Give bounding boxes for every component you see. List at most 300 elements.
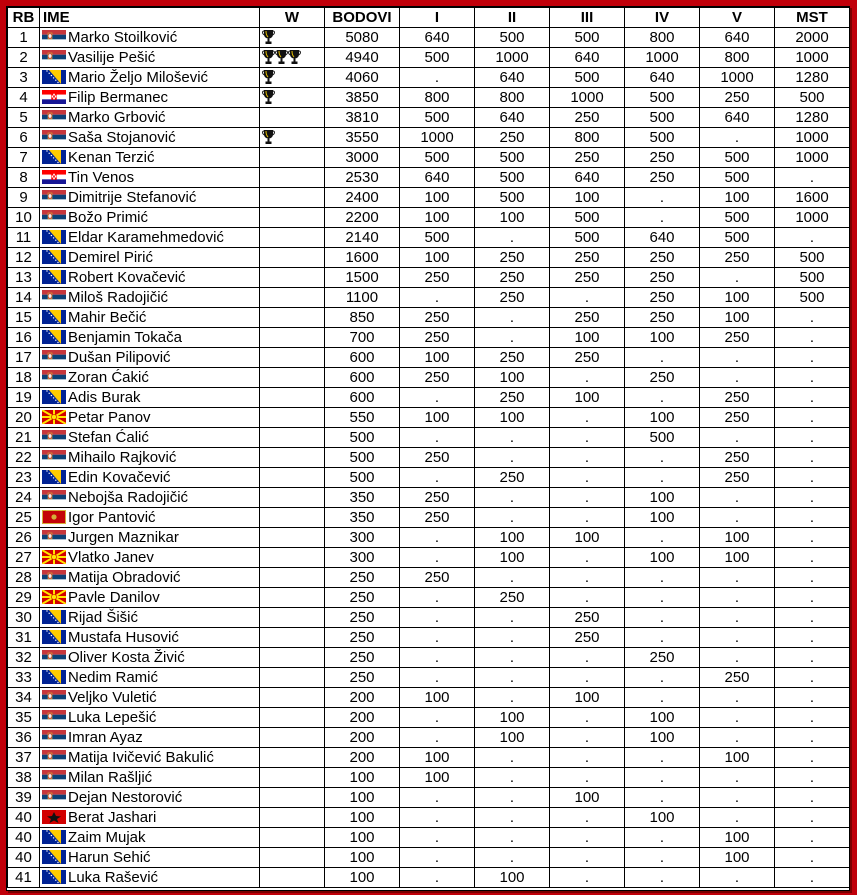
score-cell-i: 640 xyxy=(400,168,475,188)
score-cell-iii: . xyxy=(550,488,625,508)
rank-cell: 41 xyxy=(8,868,40,888)
score-cell-i: . xyxy=(400,648,475,668)
wins-cell xyxy=(260,88,325,108)
wins-cell xyxy=(260,208,325,228)
bosnia-flag-icon xyxy=(42,310,66,324)
table-row xyxy=(8,668,850,688)
score-cell-i: 100 xyxy=(400,248,475,268)
score-cell-v: . xyxy=(700,488,775,508)
wins-cell xyxy=(260,368,325,388)
wins-cell xyxy=(260,608,325,628)
player-name: Božo Primić xyxy=(68,209,149,226)
croatia-flag-icon xyxy=(42,170,66,184)
score-cell-iv: . xyxy=(625,848,700,868)
score-cell-v: . xyxy=(700,788,775,808)
bosnia-flag-icon xyxy=(42,470,66,484)
serbia-flag-icon xyxy=(42,430,66,444)
serbia-flag-icon xyxy=(42,450,66,464)
score-cell-v: . xyxy=(700,768,775,788)
score-cell-mst: . xyxy=(775,168,850,188)
trophy-icon xyxy=(275,49,288,65)
score-cell-iii: . xyxy=(550,828,625,848)
player-name: Veljko Vuletić xyxy=(68,689,157,706)
score-cell-iv: 250 xyxy=(625,168,700,188)
score-cell-ii: 500 xyxy=(475,28,550,48)
serbia-flag-icon xyxy=(42,210,66,224)
croatia-flag-icon xyxy=(42,90,66,104)
table-row xyxy=(8,428,850,448)
player-name-cell xyxy=(40,668,260,688)
player-name-cell xyxy=(40,288,260,308)
table-row xyxy=(8,368,850,388)
score-cell-mst: . xyxy=(775,648,850,668)
score-cell-v: 250 xyxy=(700,668,775,688)
score-cell-mst: . xyxy=(775,488,850,508)
score-cell-v: 100 xyxy=(700,848,775,868)
wins-cell xyxy=(260,768,325,788)
bosnia-flag-icon xyxy=(42,870,66,884)
player-name-cell xyxy=(40,628,260,648)
player-name: Oliver Kosta Živić xyxy=(68,649,185,666)
player-name: Nebojša Radojičić xyxy=(68,489,189,506)
score-cell-ii: . xyxy=(475,228,550,248)
score-cell-v: . xyxy=(700,508,775,528)
player-name: Luka Lepešić xyxy=(68,709,157,726)
header-iii: III xyxy=(550,8,625,28)
bosnia-flag-icon xyxy=(42,670,66,684)
score-cell-mst: . xyxy=(775,568,850,588)
score-cell-iii: . xyxy=(550,808,625,828)
score-cell-mst: . xyxy=(775,428,850,448)
score-cell-iv: . xyxy=(625,388,700,408)
wins-cell xyxy=(260,728,325,748)
player-name-cell xyxy=(40,788,260,808)
score-cell-iv: 100 xyxy=(625,508,700,528)
score-cell-v: . xyxy=(700,348,775,368)
player-name-cell xyxy=(40,168,260,188)
score-cell-i: . xyxy=(400,528,475,548)
player-name: Edin Kovačević xyxy=(68,469,171,486)
score-cell-bodovi: 200 xyxy=(325,708,400,728)
score-cell-v: . xyxy=(700,708,775,728)
wins-cell xyxy=(260,288,325,308)
rank-cell: 5 xyxy=(8,108,40,128)
player-name-cell xyxy=(40,408,260,428)
score-cell-i: . xyxy=(400,628,475,648)
score-cell-mst: . xyxy=(775,468,850,488)
score-cell-i: 100 xyxy=(400,408,475,428)
score-cell-iv: 100 xyxy=(625,488,700,508)
header-bodovi: BODOVI xyxy=(325,8,400,28)
score-cell-iii: . xyxy=(550,768,625,788)
header-mst: MST xyxy=(775,8,850,28)
score-cell-v: 250 xyxy=(700,328,775,348)
score-cell-iii: 250 xyxy=(550,108,625,128)
serbia-flag-icon xyxy=(42,50,66,64)
score-cell-bodovi: 2530 xyxy=(325,168,400,188)
score-cell-i: . xyxy=(400,808,475,828)
score-cell-iii: 250 xyxy=(550,248,625,268)
player-name: Matija Obradović xyxy=(68,569,181,586)
header-iv: IV xyxy=(625,8,700,28)
score-cell-v: 500 xyxy=(700,168,775,188)
score-cell-i: 250 xyxy=(400,268,475,288)
score-cell-i: 500 xyxy=(400,228,475,248)
score-cell-mst: . xyxy=(775,868,850,888)
table-row xyxy=(8,388,850,408)
player-name: Mario Željo Milošević xyxy=(68,69,209,86)
header-i: I xyxy=(400,8,475,28)
score-cell-iv: 250 xyxy=(625,268,700,288)
score-cell-i: . xyxy=(400,608,475,628)
score-cell-bodovi: 100 xyxy=(325,768,400,788)
wins-cell xyxy=(260,468,325,488)
score-cell-v: 250 xyxy=(700,248,775,268)
score-cell-iii: 640 xyxy=(550,168,625,188)
score-cell-i: . xyxy=(400,848,475,868)
score-cell-bodovi: 300 xyxy=(325,528,400,548)
table-header-row xyxy=(8,8,850,28)
score-cell-iii: 800 xyxy=(550,128,625,148)
macedonia-flag-icon xyxy=(42,590,66,604)
trophy-icon xyxy=(262,89,275,105)
table-row xyxy=(8,628,850,648)
score-cell-ii: 640 xyxy=(475,68,550,88)
wins-cell xyxy=(260,68,325,88)
table-row xyxy=(8,288,850,308)
score-cell-bodovi: 100 xyxy=(325,788,400,808)
score-cell-ii: 250 xyxy=(475,348,550,368)
score-cell-iv: . xyxy=(625,188,700,208)
rank-cell: 24 xyxy=(8,488,40,508)
rank-cell: 16 xyxy=(8,328,40,348)
score-cell-bodovi: 3850 xyxy=(325,88,400,108)
score-cell-iv: . xyxy=(625,468,700,488)
table-row xyxy=(8,768,850,788)
score-cell-bodovi: 250 xyxy=(325,628,400,648)
player-name: Igor Pantović xyxy=(68,509,156,526)
score-cell-ii: . xyxy=(475,828,550,848)
player-name: Marko Grbović xyxy=(68,109,166,126)
score-cell-bodovi: 300 xyxy=(325,548,400,568)
bosnia-flag-icon xyxy=(42,610,66,624)
score-cell-iii: . xyxy=(550,288,625,308)
score-cell-iv: 250 xyxy=(625,148,700,168)
bosnia-flag-icon xyxy=(42,70,66,84)
player-name-cell xyxy=(40,828,260,848)
wins-cell xyxy=(260,28,325,48)
score-cell-mst: 500 xyxy=(775,268,850,288)
score-cell-iii: 100 xyxy=(550,788,625,808)
player-name: Milan Rašljić xyxy=(68,769,153,786)
score-cell-iv: . xyxy=(625,208,700,228)
rank-cell: 35 xyxy=(8,708,40,728)
table-row xyxy=(8,648,850,668)
player-name: Dimitrije Stefanović xyxy=(68,189,197,206)
score-cell-ii: . xyxy=(475,688,550,708)
score-cell-v: 100 xyxy=(700,308,775,328)
wins-cell xyxy=(260,388,325,408)
score-cell-mst: . xyxy=(775,368,850,388)
score-cell-mst: . xyxy=(775,388,850,408)
player-name: Robert Kovačević xyxy=(68,269,186,286)
score-cell-mst: . xyxy=(775,528,850,548)
score-cell-bodovi: 2140 xyxy=(325,228,400,248)
score-cell-mst: . xyxy=(775,828,850,848)
score-cell-ii: 100 xyxy=(475,708,550,728)
score-cell-bodovi: 200 xyxy=(325,748,400,768)
score-cell-iii: . xyxy=(550,728,625,748)
rank-cell: 32 xyxy=(8,648,40,668)
score-cell-ii: . xyxy=(475,628,550,648)
score-cell-v: . xyxy=(700,368,775,388)
serbia-flag-icon xyxy=(42,190,66,204)
score-cell-ii: 500 xyxy=(475,188,550,208)
score-cell-ii: 640 xyxy=(475,108,550,128)
table-row xyxy=(8,148,850,168)
serbia-flag-icon xyxy=(42,130,66,144)
rank-cell: 40 xyxy=(8,828,40,848)
score-cell-ii: 250 xyxy=(475,128,550,148)
score-cell-iii: 250 xyxy=(550,268,625,288)
score-cell-iv: . xyxy=(625,568,700,588)
score-cell-mst: . xyxy=(775,348,850,368)
player-name: Imran Ayaz xyxy=(68,729,143,746)
score-cell-iv: . xyxy=(625,448,700,468)
kosovo-flag-icon xyxy=(42,810,66,824)
rank-cell: 39 xyxy=(8,788,40,808)
score-cell-iv: 100 xyxy=(625,728,700,748)
score-cell-iii: . xyxy=(550,468,625,488)
score-cell-v: . xyxy=(700,648,775,668)
serbia-flag-icon xyxy=(42,370,66,384)
rank-cell: 17 xyxy=(8,348,40,368)
score-cell-ii: . xyxy=(475,568,550,588)
bosnia-flag-icon xyxy=(42,270,66,284)
player-name: Rijad Šišić xyxy=(68,609,139,626)
score-cell-v: 100 xyxy=(700,748,775,768)
wins-cell xyxy=(260,308,325,328)
rank-cell: 25 xyxy=(8,508,40,528)
score-cell-v: 250 xyxy=(700,468,775,488)
score-cell-i: . xyxy=(400,428,475,448)
score-cell-iii: 250 xyxy=(550,608,625,628)
player-name: Benjamin Tokača xyxy=(68,329,182,346)
score-cell-ii: 100 xyxy=(475,208,550,228)
bosnia-flag-icon xyxy=(42,230,66,244)
score-cell-iii: 250 xyxy=(550,308,625,328)
header-rb: RB xyxy=(8,8,40,28)
player-name-cell xyxy=(40,68,260,88)
rank-cell: 9 xyxy=(8,188,40,208)
score-cell-iii: . xyxy=(550,408,625,428)
table-row xyxy=(8,608,850,628)
score-cell-iv: . xyxy=(625,788,700,808)
score-cell-bodovi: 1100 xyxy=(325,288,400,308)
score-cell-mst: . xyxy=(775,228,850,248)
wins-cell xyxy=(260,808,325,828)
score-cell-iii: . xyxy=(550,748,625,768)
table-row xyxy=(8,228,850,248)
macedonia-flag-icon xyxy=(42,550,66,564)
rank-cell: 20 xyxy=(8,408,40,428)
player-name-cell xyxy=(40,648,260,668)
wins-cell xyxy=(260,708,325,728)
score-cell-iv: 500 xyxy=(625,428,700,448)
wins-cell xyxy=(260,168,325,188)
serbia-flag-icon xyxy=(42,710,66,724)
rank-cell: 12 xyxy=(8,248,40,268)
table-row xyxy=(8,188,850,208)
score-cell-bodovi: 2400 xyxy=(325,188,400,208)
score-cell-bodovi: 600 xyxy=(325,348,400,368)
player-name: Tin Venos xyxy=(68,169,135,186)
score-cell-iv: 500 xyxy=(625,88,700,108)
player-name-cell xyxy=(40,48,260,68)
table-row xyxy=(8,128,850,148)
score-cell-bodovi: 250 xyxy=(325,588,400,608)
rank-cell: 3 xyxy=(8,68,40,88)
wins-cell xyxy=(260,268,325,288)
score-cell-bodovi: 4060 xyxy=(325,68,400,88)
score-cell-bodovi: 500 xyxy=(325,468,400,488)
player-name-cell xyxy=(40,448,260,468)
score-cell-i: 250 xyxy=(400,448,475,468)
table-row xyxy=(8,308,850,328)
rank-cell: 26 xyxy=(8,528,40,548)
score-cell-iv: . xyxy=(625,828,700,848)
player-name-cell xyxy=(40,388,260,408)
score-cell-ii: 100 xyxy=(475,728,550,748)
score-cell-mst: . xyxy=(775,708,850,728)
score-cell-i: . xyxy=(400,788,475,808)
rank-cell: 13 xyxy=(8,268,40,288)
player-name: Vasilije Pešić xyxy=(68,49,156,66)
header-w: W xyxy=(260,8,325,28)
bosnia-flag-icon xyxy=(42,250,66,264)
trophy-icon xyxy=(288,49,301,65)
trophy-icon xyxy=(262,49,275,65)
table-row xyxy=(8,168,850,188)
montenegro-flag-icon xyxy=(42,510,66,524)
rank-cell: 21 xyxy=(8,428,40,448)
score-cell-ii: . xyxy=(475,808,550,828)
score-cell-v: 250 xyxy=(700,388,775,408)
table-row xyxy=(8,508,850,528)
score-cell-bodovi: 850 xyxy=(325,308,400,328)
player-name: Mahir Bečić xyxy=(68,309,147,326)
player-name: Luka Rašević xyxy=(68,869,159,886)
score-cell-v: 500 xyxy=(700,208,775,228)
score-cell-ii: 800 xyxy=(475,88,550,108)
player-name-cell xyxy=(40,568,260,588)
score-cell-i: . xyxy=(400,728,475,748)
player-name-cell xyxy=(40,808,260,828)
score-cell-mst: 1280 xyxy=(775,108,850,128)
score-cell-v: . xyxy=(700,688,775,708)
score-cell-i: 640 xyxy=(400,28,475,48)
score-cell-mst: . xyxy=(775,328,850,348)
score-cell-i: . xyxy=(400,68,475,88)
score-cell-mst: . xyxy=(775,788,850,808)
table-row xyxy=(8,728,850,748)
score-cell-iv: . xyxy=(625,768,700,788)
score-cell-iv: 250 xyxy=(625,648,700,668)
score-cell-i: . xyxy=(400,708,475,728)
wins-cell xyxy=(260,48,325,68)
player-name-cell xyxy=(40,88,260,108)
score-cell-i: 100 xyxy=(400,348,475,368)
score-cell-iii: 100 xyxy=(550,528,625,548)
score-cell-i: . xyxy=(400,548,475,568)
wins-cell xyxy=(260,848,325,868)
score-cell-bodovi: 250 xyxy=(325,608,400,628)
player-name-cell xyxy=(40,488,260,508)
score-cell-iii: . xyxy=(550,448,625,468)
player-name: Matija Ivičević Bakulić xyxy=(68,749,214,766)
rank-cell: 6 xyxy=(8,128,40,148)
score-cell-bodovi: 2200 xyxy=(325,208,400,228)
rank-cell: 1 xyxy=(8,28,40,48)
score-cell-iv: 250 xyxy=(625,308,700,328)
player-name: Eldar Karamehmedović xyxy=(68,229,224,246)
score-cell-mst: . xyxy=(775,308,850,328)
score-cell-iii: . xyxy=(550,368,625,388)
player-name: Vlatko Janev xyxy=(68,549,154,566)
player-name: Filip Bermanec xyxy=(68,89,169,106)
wins-cell xyxy=(260,568,325,588)
score-cell-iii: 250 xyxy=(550,148,625,168)
table-row xyxy=(8,348,850,368)
wins-cell xyxy=(260,628,325,648)
score-cell-v: 100 xyxy=(700,288,775,308)
score-cell-mst: . xyxy=(775,548,850,568)
rank-cell: 14 xyxy=(8,288,40,308)
score-cell-iii: 500 xyxy=(550,28,625,48)
table-row xyxy=(8,548,850,568)
table-row xyxy=(8,588,850,608)
rank-cell: 18 xyxy=(8,368,40,388)
rank-cell: 11 xyxy=(8,228,40,248)
wins-cell xyxy=(260,128,325,148)
score-cell-iv: 1000 xyxy=(625,48,700,68)
score-cell-bodovi: 100 xyxy=(325,808,400,828)
rankings-table xyxy=(7,7,850,888)
wins-cell xyxy=(260,868,325,888)
score-cell-mst: 1000 xyxy=(775,48,850,68)
wins-cell xyxy=(260,228,325,248)
score-cell-i: 250 xyxy=(400,308,475,328)
score-cell-ii: . xyxy=(475,448,550,468)
player-name-cell xyxy=(40,248,260,268)
score-cell-bodovi: 500 xyxy=(325,428,400,448)
serbia-flag-icon xyxy=(42,730,66,744)
table-row xyxy=(8,688,850,708)
serbia-flag-icon xyxy=(42,350,66,364)
serbia-flag-icon xyxy=(42,110,66,124)
table-row xyxy=(8,708,850,728)
rank-cell: 34 xyxy=(8,688,40,708)
rank-cell: 36 xyxy=(8,728,40,748)
score-cell-iii: . xyxy=(550,548,625,568)
wins-cell xyxy=(260,508,325,528)
score-cell-iv: . xyxy=(625,628,700,648)
trophy-icon xyxy=(262,29,275,45)
score-cell-iii: . xyxy=(550,648,625,668)
wins-cell xyxy=(260,408,325,428)
score-cell-v: 250 xyxy=(700,88,775,108)
player-name-cell xyxy=(40,708,260,728)
